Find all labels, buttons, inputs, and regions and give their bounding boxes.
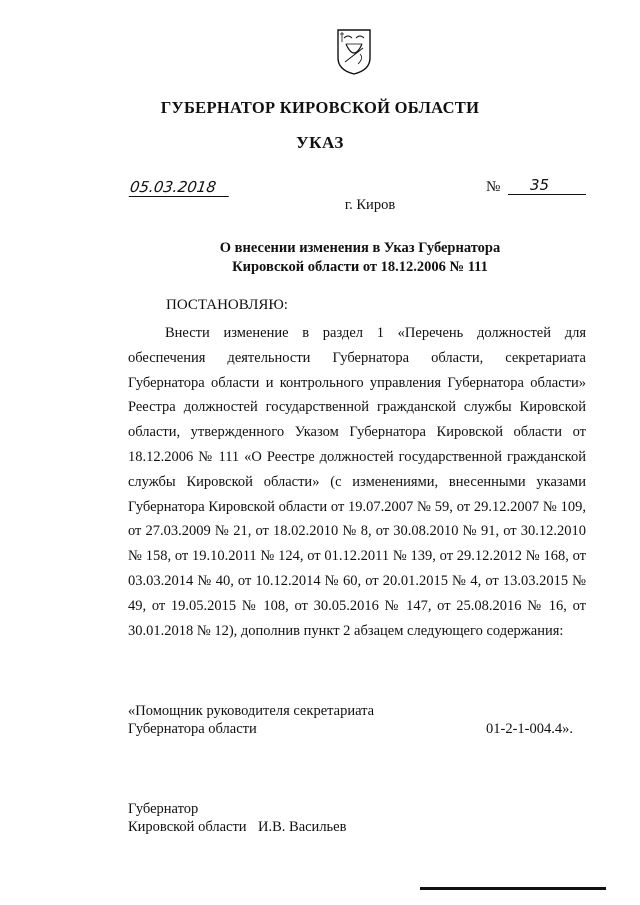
signatory-name: И.В. Васильев: [258, 819, 347, 835]
body-paragraph: Внести изменение в раздел 1 «Перечень должностей для обеспечения деятельности Губернатора области, секретариата Губернатора области и контрольного управления Губернатора области» Реестра должностей государственной гражданской службы Кировской области, утвержденного Указом Губернатора Кировской области от 18.12.2006 № 111 «О Реестре должностей государственной гражданской службы Кировской области» (с изменениями, внесенными указами Губернатора Кировской области от 19.07.2007 № 59, от 29.12.2007 № 109, от 27.03.2009 № 21, от 18.02.2010 № 8, от 30.08.2010 № 91, от 30.12.2010 № 158, от 19.10.2011 № 124, от 01.12.2011 № 139, от 29.12.2012 № 168, от 03.03.2014 № 40, от 10.12.2014 № 60, от 20.01.2015 № 4, от 13.03.2015 № 49, от 19.05.2015 № 108, от 30.05.2016 № 147, от 25.08.2016 № 16, от 30.01.2018 № 12), дополнив пункт 2 абзацем следующего содержания:: [128, 325, 586, 639]
position-code: 01-2-1-004.4».: [486, 721, 573, 737]
document-date: 05.03.2018: [129, 178, 232, 197]
signatory-title: Губернатор: [128, 801, 199, 817]
subject-line-2: Кировской области от 18.12.2006 № 111: [232, 259, 488, 275]
document-city: г. Киров: [344, 197, 396, 213]
coat-of-arms-icon: [336, 28, 372, 76]
document-type: УКАЗ: [296, 133, 344, 152]
quote-line-1: «Помощник руководителя секретариата: [128, 703, 375, 719]
quote-line-2: Губернатора области: [128, 721, 257, 737]
organization-title: ГУБЕРНАТОР КИРОВСКОЙ ОБЛАСТИ: [160, 98, 480, 117]
subject-line-1: О внесении изменения в Указ Губернатора: [219, 240, 501, 256]
number-sign: №: [486, 179, 501, 195]
document-number: 35: [508, 176, 586, 195]
signatory-region: Кировской области: [128, 819, 247, 835]
footer-rule: [420, 887, 606, 890]
document-subject: [200, 239, 520, 277]
decree-word: ПОСТАНОВЛЯЮ:: [166, 297, 288, 313]
